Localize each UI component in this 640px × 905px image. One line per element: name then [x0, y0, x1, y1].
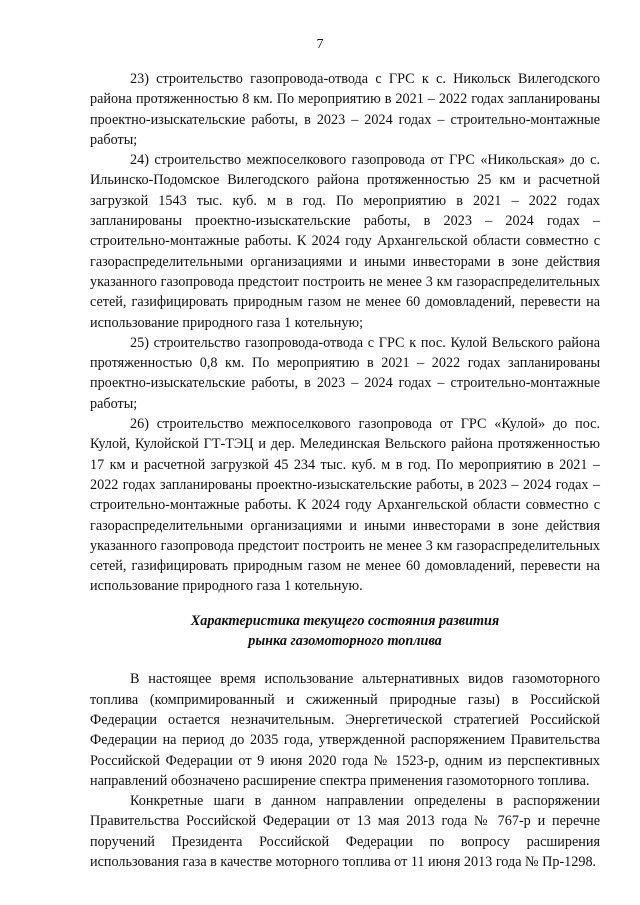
list-item-23: 23) строительство газопровода-отвода с ГРС к с. Никольск Вилегодского района протяженностью 8 км. По мероприятию в 2021 – 2022 годах запланированы проектно-изыскательские работы, в 2023 – 2024 годах – строительно-монтажные работы; — [90, 71, 600, 148]
page-number: 7 — [316, 37, 324, 52]
section-heading — [90, 611, 600, 652]
document-body — [90, 69, 600, 872]
list-item-25: 25) строительство газопровода-отвода с ГРС к пос. Кулой Вельского района протяженностью 0,8 км. По мероприятию в 2021 – 2022 годах запланированы проектно-изыскательские работы, в 2023 – 2024 годах – строительно-монтажные работы; — [90, 334, 600, 412]
list-item-24: 24) строительство межпоселкового газопровода от ГРС «Никольская» до с. Ильинско-Подомское Вилегодского района протяженностью 25 км и расчетной загрузкой 1543 тыс. куб. м в год. По мероприятию в 2021 – 2022 годах запланированы проектно-изыскательские работы, в 2023 – 2024 годах – строительно-монтажные работы. К 2024 году Архангельской области совместно с газораспределительными организациями и иными инвесторами в зоне действия указанного газопровода предстоит построить не менее 3 км газораспределительных сетей, газифицировать природным газом не менее 60 домовладений, перевести на использование природного газа 1 котельную; — [90, 152, 600, 331]
list-item-26: 26) строительство межпоселкового газопровода от ГРС «Кулой» до пос. Кулой, Кулойской ГТ-ТЭЦ и дер. Мелединская Вельского района протяженностью 17 км и расчетной загрузкой 45 234 тыс. куб. м в год. По мероприятию в 2021 – 2022 годах запланированы проектно-изыскательские работы, в 2023 – 2024 годах – строительно-монтажные работы. К 2024 году Архангельской области совместно с газораспределительными организациями и иными инвесторами в зоне действия указанного газопровода предстоит построить не менее 3 км газораспределительных сетей, газифицировать природным газом не менее 60 домовладений, перевести на использование природного газа 1 котельную. — [90, 416, 600, 595]
section-heading-line-2: рынка газомоторного топлива — [248, 633, 442, 650]
section-heading-line-1: Характеристика текущего состояния развития — [190, 612, 500, 629]
section-paragraph-2: Конкретные шаги в данном направлении определены в распоряжении Правительства Российской Федерации от 13 мая 2013 года № 767-р и перечне поручений Президента Российской Федерации по вопросу расширения использования газа в качестве моторного топлива от 11 июня 2013 года № Пр-1298. — [90, 793, 600, 870]
section-paragraph-1: В настоящее время использование альтернативных видов газомоторного топлива (компримированный и сжиженный природные газы) в Российской Федерации остается незначительным. Энергетической стратегией Российской Федерации на период до 2035 года, утвержденной распоряжением Правительства Российской Федерации от 9 июня 2020 года № 1523-р, одним из перспективных направлений обозначено расширение спектра применения газомоторного топлива. — [90, 671, 600, 789]
